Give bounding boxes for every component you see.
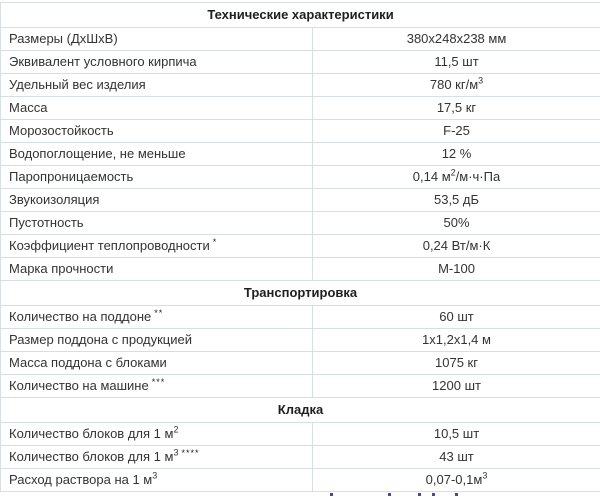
row-value-cell xyxy=(313,97,600,120)
row-value: 10,5 шт xyxy=(433,426,480,441)
row-value: 43 шт xyxy=(439,449,474,464)
row-label-sup: 3 xyxy=(152,470,158,481)
row-label-cell xyxy=(1,28,313,51)
clipped-text-fragment xyxy=(418,493,421,496)
row-value-sup: 3 xyxy=(482,470,488,481)
row-label-cell xyxy=(1,189,313,212)
row-label: Количество блоков для 1 м xyxy=(9,426,174,441)
row-value-cell xyxy=(313,469,600,492)
row-label-cell xyxy=(1,97,313,120)
row-value-cell xyxy=(313,352,600,375)
row-label: Морозостойкость xyxy=(9,123,114,138)
row-label: Масса поддона с блоками xyxy=(9,355,167,370)
table-row xyxy=(1,352,600,375)
row-footnote-marker: ** xyxy=(154,307,164,318)
row-value: 12 % xyxy=(441,146,472,161)
row-label: Масса xyxy=(9,100,48,115)
row-value: 1200 шт xyxy=(432,378,481,393)
clipped-text-fragment xyxy=(388,493,391,496)
row-label-cell xyxy=(1,74,313,97)
row-label: Количество на поддоне xyxy=(9,309,152,324)
table-row xyxy=(1,166,600,189)
row-value: 380х248х238 мм xyxy=(406,31,507,46)
row-label-cell xyxy=(1,166,313,189)
section-title-transport: Транспортировка xyxy=(1,281,600,306)
row-label-sup: 2 xyxy=(173,424,179,435)
table-row xyxy=(1,423,600,446)
table-row xyxy=(1,446,600,469)
row-label: Количество на машине xyxy=(9,378,149,393)
row-value-cell xyxy=(313,446,600,469)
row-value: 50% xyxy=(443,215,470,230)
row-footnote-marker: * xyxy=(212,236,218,247)
row-label-cell xyxy=(1,235,313,258)
table-row xyxy=(1,212,600,235)
row-value-sup: 2 xyxy=(450,167,456,178)
row-label: Звукоизоляция xyxy=(9,192,100,207)
row-label-cell xyxy=(1,212,313,235)
row-value: М-100 xyxy=(438,261,475,276)
table-row xyxy=(1,51,600,74)
row-label: Водопоглощение, не меньше xyxy=(9,146,186,161)
section-header-row xyxy=(1,398,600,423)
clipped-text-fragment xyxy=(432,493,435,496)
table-row xyxy=(1,258,600,281)
table-row xyxy=(1,28,600,51)
table-row xyxy=(1,235,600,258)
row-value: 11,5 шт xyxy=(434,54,479,69)
row-label: Марка прочности xyxy=(9,261,114,276)
table-row xyxy=(1,329,600,352)
row-value: 60 шт xyxy=(439,309,474,324)
row-value: F-25 xyxy=(443,123,470,138)
row-label: Эквивалент условного кирпича xyxy=(9,54,197,69)
clipped-text-fragment xyxy=(330,493,333,496)
row-footnote-marker: *** xyxy=(151,376,166,387)
row-value-cell xyxy=(313,166,600,189)
row-label-cell xyxy=(1,51,313,74)
row-label: Коэффициент теплопроводности xyxy=(9,238,210,253)
table-row xyxy=(1,97,600,120)
row-value: 17,5 кг xyxy=(436,100,477,115)
row-label-cell xyxy=(1,258,313,281)
row-value-sup: 3 xyxy=(478,75,484,86)
row-value: 0,24 Вт/м·К xyxy=(422,238,491,253)
section-title-tech: Технические характеристики xyxy=(1,3,600,28)
clipped-next-row xyxy=(0,492,600,500)
row-label: Размер поддона с продукцией xyxy=(9,332,192,347)
row-value-cell xyxy=(313,375,600,398)
row-label-cell xyxy=(1,329,313,352)
row-value: 780 кг/м xyxy=(429,77,479,92)
row-label: Размеры (ДхШхВ) xyxy=(9,31,118,46)
table-row xyxy=(1,375,600,398)
row-label-cell xyxy=(1,446,313,469)
row-value-cell xyxy=(313,143,600,166)
row-value: 1х1,2х1,4 м xyxy=(422,332,491,347)
row-label-cell xyxy=(1,423,313,446)
row-label-cell xyxy=(1,469,313,492)
row-value-cell xyxy=(313,120,600,143)
row-label-sup: 3 xyxy=(173,447,179,458)
row-label: Количество блоков для 1 м xyxy=(9,449,174,464)
row-label: Удельный вес изделия xyxy=(9,77,146,92)
clipped-text-fragment xyxy=(455,493,458,496)
spec-table xyxy=(0,2,600,492)
row-value: 1075 кг xyxy=(435,355,478,370)
row-value: 0,07-0,1м xyxy=(425,472,483,487)
row-label-cell xyxy=(1,120,313,143)
row-value-cell xyxy=(313,28,600,51)
row-value-cell xyxy=(313,306,600,329)
row-value-tail: /м·ч·Па xyxy=(455,169,501,184)
section-header-row xyxy=(1,3,600,28)
row-value-cell xyxy=(313,212,600,235)
row-value: 53,5 дБ xyxy=(433,192,480,207)
row-label-cell xyxy=(1,375,313,398)
table-row xyxy=(1,74,600,97)
row-label-cell xyxy=(1,306,313,329)
table-row xyxy=(1,143,600,166)
table-row xyxy=(1,120,600,143)
table-row xyxy=(1,189,600,212)
row-value-cell xyxy=(313,74,600,97)
row-label: Расход раствора на 1 м xyxy=(9,472,153,487)
row-value-cell xyxy=(313,329,600,352)
row-footnote-marker: **** xyxy=(181,447,200,458)
row-label: Пустотность xyxy=(9,215,84,230)
row-value-cell xyxy=(313,51,600,74)
row-label: Паропроницаемость xyxy=(9,169,134,184)
row-value-cell xyxy=(313,258,600,281)
row-label-cell xyxy=(1,352,313,375)
section-title-masonry: Кладка xyxy=(1,398,600,423)
row-value-cell xyxy=(313,235,600,258)
table-row xyxy=(1,306,600,329)
row-label-cell xyxy=(1,143,313,166)
row-value: 0,14 м xyxy=(412,169,451,184)
section-header-row xyxy=(1,281,600,306)
row-value-cell xyxy=(313,189,600,212)
row-value-cell xyxy=(313,423,600,446)
table-row xyxy=(1,469,600,492)
